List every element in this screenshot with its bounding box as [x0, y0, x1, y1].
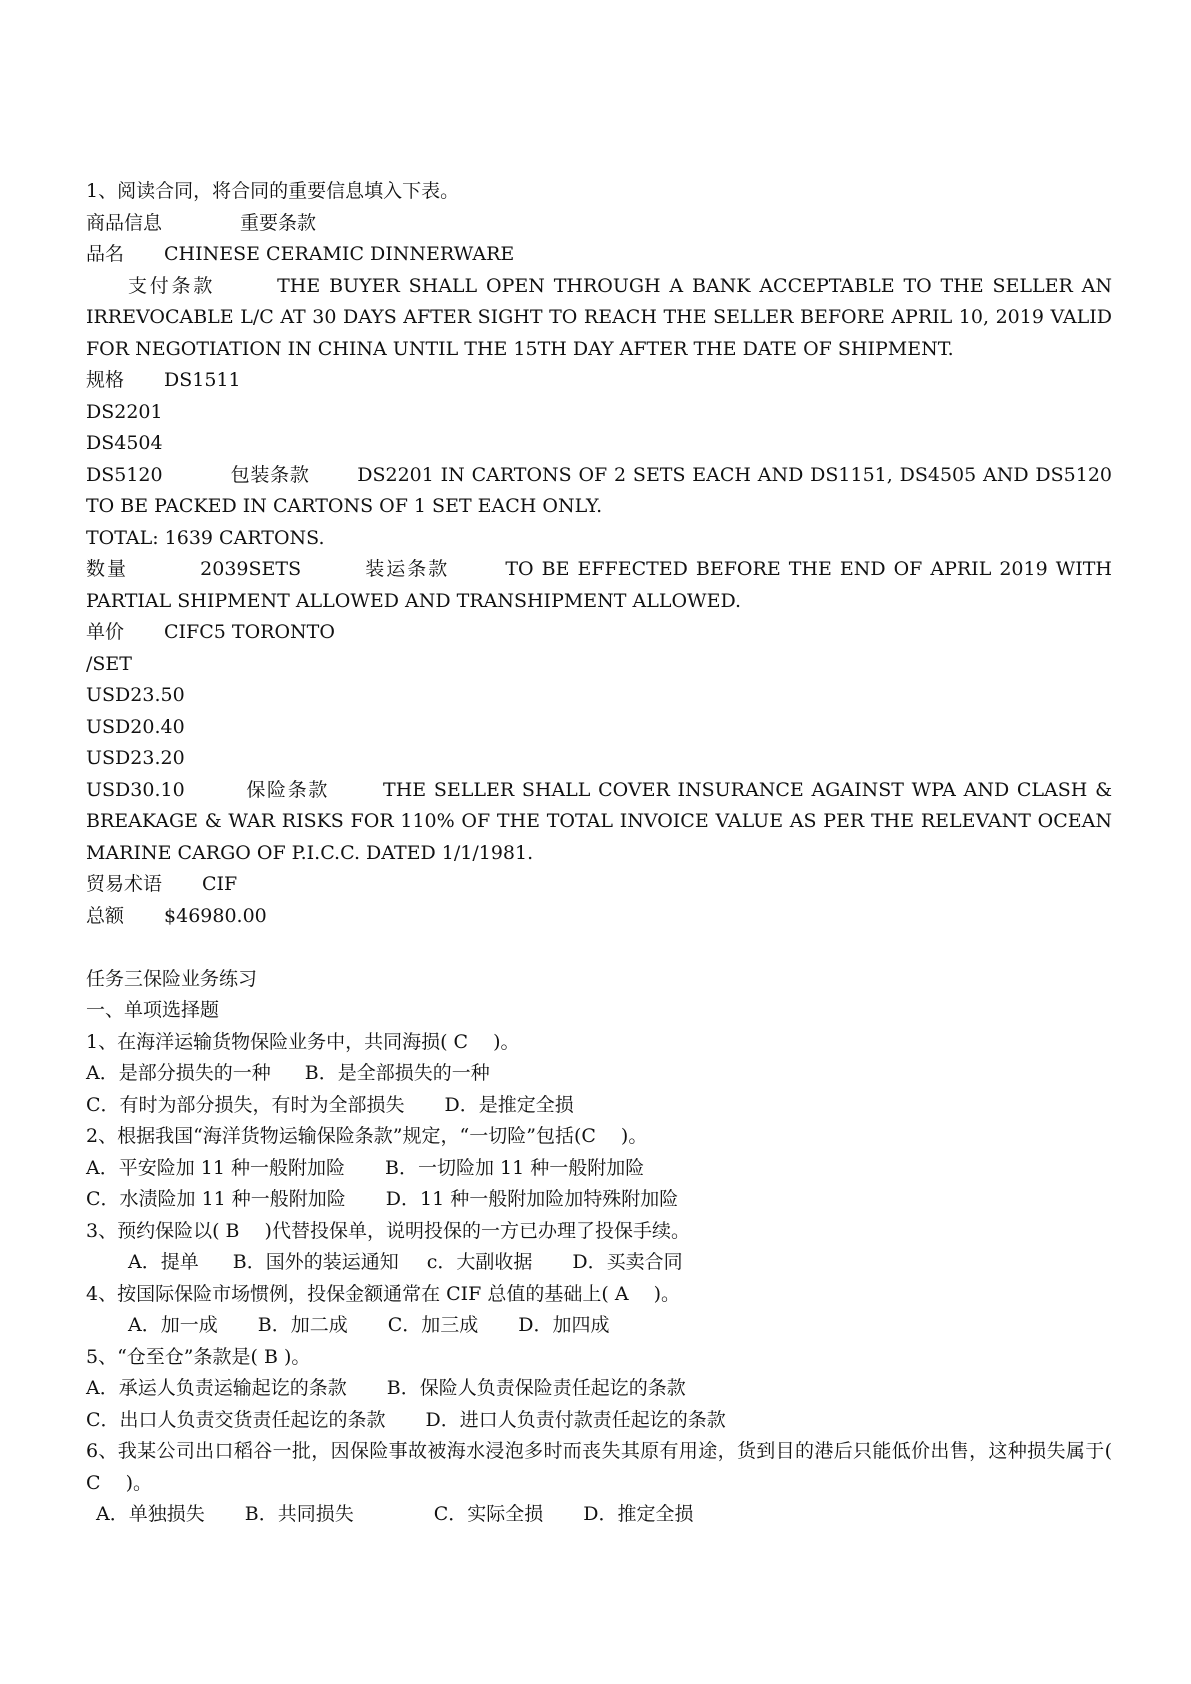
packing-terms-label: 包装条款	[230, 463, 310, 486]
option-d: D．加四成	[518, 1314, 610, 1336]
insurance-terms-row	[86, 775, 1112, 870]
total-amount-row	[86, 901, 1112, 933]
question-4: 4、按国际保险市场惯例，投保金额通常在 CIF 总值的基础上( A )。	[86, 1282, 681, 1305]
payment-terms-label: 支付条款	[128, 274, 216, 297]
option-c: C．加三成	[387, 1314, 479, 1336]
option-a: A．是部分损失的一种	[86, 1062, 271, 1084]
question-1: 1、在海洋运输货物保险业务中，共同海损( C )。	[86, 1030, 520, 1053]
option-d: D．买卖合同	[572, 1251, 683, 1273]
option-a: A．加一成	[128, 1314, 218, 1336]
task-title: 任务三保险业务练习	[86, 967, 258, 990]
option-b: B．一切险加 11 种一般附加险	[384, 1156, 645, 1179]
total-amount-label: 总额	[86, 904, 125, 927]
price-value: USD30.10	[86, 778, 185, 801]
price-value: USD23.50	[86, 684, 185, 706]
question-2-options-cd	[86, 1184, 1112, 1216]
spec-row	[86, 365, 1112, 397]
question-2-options-ab	[86, 1153, 1112, 1185]
table-header-row	[86, 208, 1112, 240]
option-b: B．保险人负责保险责任起讫的条款	[386, 1377, 686, 1399]
payment-terms-value: THE BUYER SHALL OPEN THROUGH A BANK ACCEPTABLE TO THE SELLER AN IRREVOCABLE L/C AT 30 DAYS AFTER SIGHT TO REACH THE SELLER BEFORE APRIL 10, 2019 VALID FOR NEGOTIATION IN CHINA UNTIL THE 15TH DAY AFTER THE DATE OF SHIPMENT.	[86, 274, 1112, 360]
option-b: B．加二成	[257, 1314, 348, 1336]
unit-price-row	[86, 617, 1112, 649]
shipment-terms-label: 装运条款	[365, 558, 450, 580]
option-c: C．实际全损	[433, 1503, 544, 1525]
question-3: 3、预约保险以( B )代替投保单，说明投保的一方已办理了投保手续。	[86, 1219, 690, 1242]
question-1-options-ab	[86, 1058, 1112, 1090]
trade-term-row	[86, 869, 1112, 901]
section-heading: 一、单项选择题	[86, 999, 220, 1021]
trade-term-label: 贸易术语	[86, 873, 163, 895]
option-b: B．是全部损失的一种	[304, 1062, 490, 1084]
option-a: A．单独损失	[96, 1503, 205, 1525]
question-6: 6、我某公司出口稻谷一批，因保险事故被海水浸泡多时而丧失其原有用途，货到目的港后只能低价出售，这种损失属于( C )。	[86, 1440, 1112, 1494]
spec-value: DS4504	[86, 432, 163, 454]
question-2: 2、根据我国“海洋货物运输保险条款”规定，“一切险”包括(C )。	[86, 1125, 648, 1147]
header-goods-info: 商品信息	[86, 211, 163, 234]
option-b: B．共同损失	[244, 1503, 354, 1525]
header-key-terms: 重要条款	[240, 211, 317, 234]
spec-value: DS5120	[86, 463, 163, 486]
shipment-terms-value: TO BE EFFECTED BEFORE THE END OF APRIL 2019 WITH PARTIAL SHIPMENT ALLOWED AND TRANSHIPMENT ALLOWED.	[86, 558, 1112, 612]
insurance-terms-label: 保险条款	[246, 778, 330, 801]
option-d: D．是推定全损	[444, 1093, 574, 1116]
option-d: D．推定全损	[583, 1503, 694, 1525]
contract-task-title: 1、阅读合同，将合同的重要信息填入下表。	[86, 180, 460, 202]
spec-value: DS2201	[86, 400, 163, 423]
packing-terms-row	[86, 460, 1112, 523]
packing-terms-value: DS2201 IN CARTONS OF 2 SETS EACH AND DS1151, DS4505 AND DS5120 TO BE PACKED IN CARTONS OF 1 SET EACH ONLY.	[86, 463, 1112, 517]
question-5-options-ab	[86, 1373, 1112, 1405]
price-value: USD20.40	[86, 715, 185, 738]
product-name-row	[86, 239, 1112, 271]
question-6-options	[86, 1499, 1112, 1531]
option-a: A．提单	[128, 1251, 199, 1273]
option-c: C．有时为部分损失，有时为全部损失	[86, 1093, 405, 1116]
unit-price-label: 单价	[86, 621, 125, 643]
trade-term-value: CIF	[202, 873, 238, 895]
option-a: A．平安险加 11 种一般附加险	[86, 1156, 345, 1179]
insurance-terms-value: THE SELLER SHALL COVER INSURANCE AGAINST WPA AND CLASH & BREAKAGE & WAR RISKS FOR 110% OF THE TOTAL INVOICE VALUE AS PER THE RELEVANT OCEAN MARINE CARGO OF P.I.C.C. DATED 1/1/1981.	[86, 778, 1112, 864]
question-5-options-cd	[86, 1405, 1112, 1437]
price-term: CIFC5 TORONTO	[164, 621, 335, 643]
payment-terms-row	[86, 271, 1112, 366]
quantity-label: 数量	[86, 558, 128, 580]
option-b: B．国外的装运通知	[232, 1251, 399, 1273]
question-1-options-cd	[86, 1090, 1112, 1122]
spec-value: DS1511	[164, 369, 241, 391]
question-4-options	[86, 1310, 1112, 1342]
price-value: USD23.20	[86, 747, 185, 769]
option-d: D．进口人负责付款责任起讫的条款	[425, 1408, 726, 1431]
product-name-label: 品名	[86, 243, 125, 265]
question-5: 5、“仓至仓”条款是( B )。	[86, 1345, 311, 1368]
price-unit: /SET	[86, 652, 132, 675]
option-c: C．出口人负责交货责任起讫的条款	[86, 1408, 386, 1431]
quantity-value: 2039SETS	[200, 558, 302, 580]
option-a: A．承运人负责运输起讫的条款	[86, 1377, 347, 1399]
section-gap	[86, 932, 1112, 964]
option-d: D．11 种一般附加险加特殊附加险	[385, 1188, 679, 1210]
option-c: c．大副收据	[426, 1251, 533, 1273]
option-c: C．水渍险加 11 种一般附加险	[86, 1188, 346, 1210]
spec-label: 规格	[86, 369, 125, 391]
total-amount-value: $46980.00	[164, 904, 267, 927]
packing-total: TOTAL: 1639 CARTONS.	[86, 526, 325, 549]
question-3-options	[86, 1247, 1112, 1279]
product-name-value: CHINESE CERAMIC DINNERWARE	[164, 243, 515, 265]
quantity-shipment-row	[86, 554, 1112, 617]
document-page	[86, 176, 1112, 1531]
